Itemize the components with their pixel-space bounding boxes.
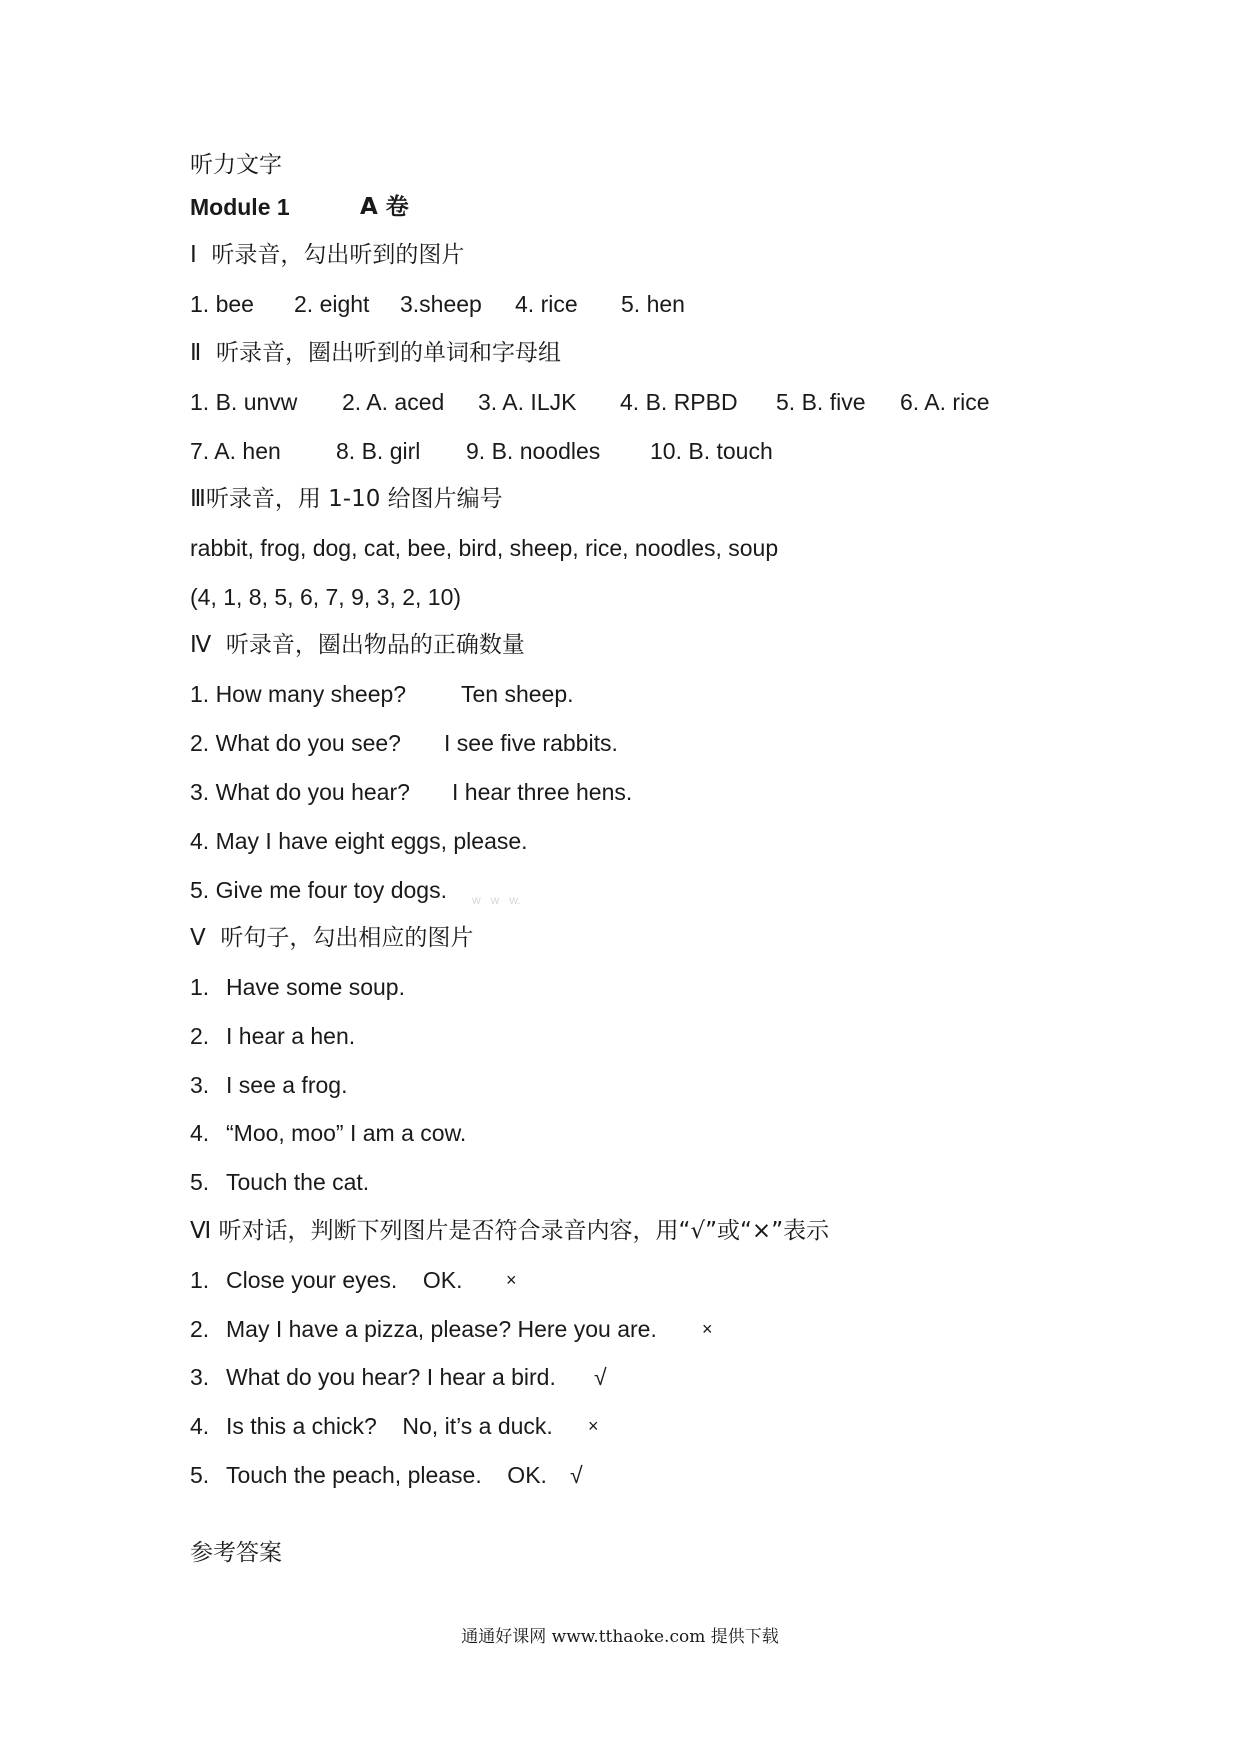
section-5-heading: Ⅴ 听句子，勾出相应的图片	[190, 925, 474, 951]
cross-mark: ×	[588, 1416, 599, 1436]
section-2-heading: Ⅱ 听录音，圈出听到的单词和字母组	[190, 340, 561, 366]
answer-item: 4. rice	[515, 291, 578, 317]
answer-item: 5. B. five	[776, 389, 866, 415]
item-number: 4.	[190, 1413, 210, 1439]
item-number: 5.	[190, 1169, 210, 1195]
answer-text: I see five rabbits.	[444, 730, 618, 756]
section-2-answers-row-1	[190, 387, 1090, 417]
item-text: “Moo, moo” I am a cow.	[226, 1120, 467, 1146]
section-6-item	[190, 1362, 1090, 1392]
answer-item: 2. A. aced	[342, 389, 445, 415]
section-4-item	[190, 875, 1090, 905]
module-heading	[190, 192, 590, 222]
section-4-heading: Ⅳ 听录音，圈出物品的正确数量	[190, 632, 525, 658]
answer-item: 3.sheep	[400, 291, 482, 317]
item-text: Is this a chick? No, it’s a duck.	[226, 1413, 553, 1439]
item-text: May I have a pizza, please? Here you are.	[226, 1316, 657, 1342]
answer-item: 5. hen	[621, 291, 685, 317]
check-mark: √	[570, 1462, 583, 1488]
answer-item: 3. A. ILJK	[478, 389, 577, 415]
section-5-item	[190, 1070, 1090, 1100]
question-text: 3. What do you hear?	[190, 779, 410, 805]
section-4-item	[190, 679, 1090, 709]
question-text: 1. How many sheep?	[190, 681, 407, 707]
answer-text: Ten sheep.	[461, 681, 574, 707]
section-1-answers	[190, 289, 1090, 319]
footer-credit: 通通好课网 www.tthaoke.com 提供下载	[461, 1627, 779, 1647]
item-number: 3.	[190, 1364, 210, 1390]
answer-item: 1. B. unvw	[190, 389, 298, 415]
module-volume: A 卷	[360, 194, 409, 220]
section-6-item	[190, 1460, 1090, 1490]
answer-item: 7. A. hen	[190, 438, 281, 464]
section-5-item	[190, 1167, 1090, 1197]
check-mark: √	[594, 1364, 607, 1390]
item-text: I see a frog.	[226, 1072, 348, 1098]
section-4-item	[190, 777, 1090, 807]
item-number: 3.	[190, 1072, 210, 1098]
item-number: 2.	[190, 1023, 210, 1049]
section-3-word-list: rabbit, frog, dog, cat, bee, bird, sheep, rice, noodles, soup	[190, 535, 779, 561]
item-number: 1.	[190, 974, 210, 1000]
item-text: Have some soup.	[226, 974, 405, 1000]
item-text: What do you hear? I hear a bird.	[226, 1364, 556, 1390]
section-6-heading: Ⅵ 听对话，判断下列图片是否符合录音内容，用“√”或“×”表示	[190, 1218, 830, 1244]
question-text: 2. What do you see?	[190, 730, 401, 756]
section-6-item	[190, 1314, 1090, 1344]
watermark-text: w w w.	[472, 893, 521, 907]
section-4-item	[190, 728, 1090, 758]
item-text: I hear a hen.	[226, 1023, 356, 1049]
section-5-item	[190, 972, 1090, 1002]
answer-text: I hear three hens.	[452, 779, 633, 805]
answer-item: 8. B. girl	[336, 438, 421, 464]
section-5-item	[190, 1021, 1090, 1051]
module-label: Module 1	[190, 194, 290, 220]
question-text: 5. Give me four toy dogs.	[190, 877, 447, 903]
item-number: 4.	[190, 1120, 210, 1146]
answer-item: 4. B. RPBD	[620, 389, 738, 415]
section-4-item: 4. May I have eight eggs, please.	[190, 828, 528, 854]
section-5-item	[190, 1118, 1090, 1148]
section-2-answers-row-2	[190, 436, 1090, 466]
answer-item: 9. B. noodles	[466, 438, 601, 464]
answer-item: 6. A. rice	[900, 389, 990, 415]
item-text: Close your eyes. OK.	[226, 1267, 463, 1293]
section-3-order: (4, 1, 8, 5, 6, 7, 9, 3, 2, 10)	[190, 584, 462, 610]
item-number: 1.	[190, 1267, 210, 1293]
answer-item: 2. eight	[294, 291, 370, 317]
item-text: Touch the peach, please. OK.	[226, 1462, 547, 1488]
item-number: 5.	[190, 1462, 210, 1488]
section-6-item	[190, 1411, 1090, 1441]
item-text: Touch the cat.	[226, 1169, 370, 1195]
cross-mark: ×	[702, 1319, 713, 1339]
answers-heading: 参考答案	[190, 1540, 282, 1566]
section-6-item	[190, 1265, 1090, 1295]
cross-mark: ×	[506, 1270, 517, 1290]
answer-item: 10. B. touch	[650, 438, 773, 464]
section-3-heading: Ⅲ听录音，用 1-10 给图片编号	[190, 486, 503, 512]
page-title: 听力文字	[190, 152, 282, 178]
item-number: 2.	[190, 1316, 210, 1342]
section-1-heading: Ⅰ 听录音，勾出听到的图片	[190, 242, 465, 268]
answer-item: 1. bee	[190, 291, 254, 317]
